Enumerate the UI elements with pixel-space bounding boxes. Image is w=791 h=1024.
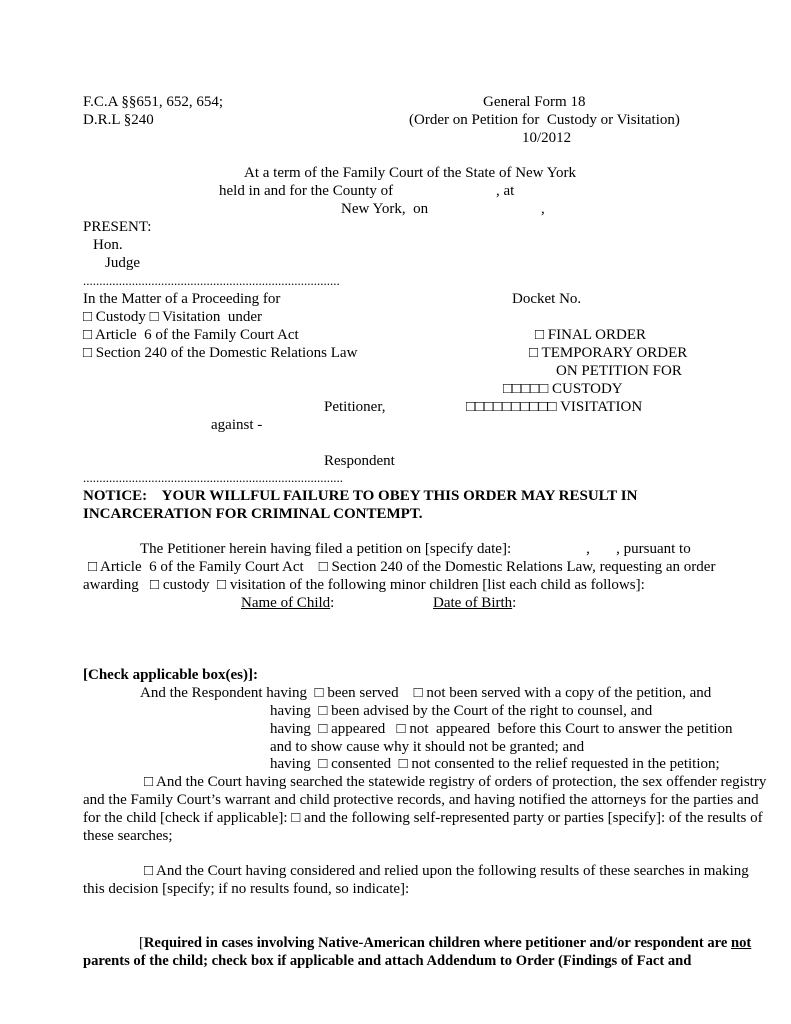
court-term-line: At a term of the Family Court of the State of New York — [244, 165, 577, 181]
date-comma: , — [541, 201, 545, 217]
docket-label: Docket No. — [512, 291, 582, 307]
matter-title: In the Matter of a Proceeding for — [83, 291, 281, 307]
form-date: 10/2012 — [522, 130, 572, 146]
caption-divider-bottom: ................................................................................ — [83, 470, 343, 485]
against-label: against - — [211, 417, 263, 433]
custody-visitation-checkboxes[interactable]: □ Custody □ Visitation under — [83, 309, 263, 325]
present-label: PRESENT: — [83, 219, 152, 235]
date-on-label: New York, on — [341, 201, 429, 217]
form-description: (Order on Petition for Custody or Visitation) — [409, 112, 680, 128]
judge-label: Judge — [105, 255, 140, 271]
visitation-checkbox[interactable]: □□□□□□□□□□ VISITATION — [466, 399, 643, 415]
name-of-child-header: Name of Child: — [241, 595, 335, 611]
petition-line-1: The Petitioner herein having filed a petition on [specify date]: , , pursuant to — [140, 541, 691, 557]
respondent-appeared-line[interactable]: having □ appeared □ not appeared before this Court to answer the petition — [270, 721, 733, 737]
section-240-checkbox[interactable]: □ Section 240 of the Domestic Relations Law — [83, 345, 358, 361]
show-cause-line: and to show cause why it should not be granted; and — [270, 739, 585, 755]
county-at-label: , at — [496, 183, 515, 199]
petitioner-label: Petitioner, — [324, 399, 386, 415]
statute-citation-fca: F.C.A §§651, 652, 654; — [83, 94, 224, 110]
native-american-notice: [Required in cases involving Native-American children where petitioner and/or respondent are not parents of the child; check box if applicable and attach Addendum to Order (Findings of Fact and — [83, 935, 752, 969]
on-petition-label: ON PETITION FOR — [556, 363, 682, 379]
custody-checkbox[interactable]: □□□□□ CUSTODY — [503, 381, 623, 397]
caption-divider: ............................................................................... — [83, 273, 340, 288]
temporary-order-checkbox[interactable]: □ TEMPORARY ORDER — [529, 345, 688, 361]
final-order-checkbox[interactable]: □ FINAL ORDER — [535, 327, 647, 343]
form-name: General Form 18 — [483, 94, 586, 110]
search-results-paragraph[interactable]: □ And the Court having considered and relied upon the following results of these searches in making this decision [specify; if no results found, so indicate]: — [83, 863, 749, 897]
article-6-checkbox[interactable]: □ Article 6 of the Family Court Act — [83, 327, 299, 343]
registry-search-paragraph[interactable]: □ And the Court having searched the statewide registry of orders of protection, the sex offender registry and the Family Court’s warrant and child protective records, and having notified the attorneys for the parties and for the child [check if applicable]: □ and the following self-represented party or parties [specify]: of the results of these searches; — [83, 774, 767, 844]
check-applicable-heading: [Check applicable box(es)]: — [83, 667, 258, 683]
date-of-birth-header: Date of Birth: — [433, 595, 517, 611]
respondent-consented-line[interactable]: having □ consented □ not consented to the relief requested in the petition; — [270, 756, 720, 772]
notice-line-1: NOTICE: YOUR WILLFUL FAILURE TO OBEY THIS ORDER MAY RESULT IN — [83, 488, 638, 504]
respondent-served-line[interactable]: And the Respondent having □ been served □ not been served with a copy of the petition, and — [140, 685, 712, 701]
petition-line-3: awarding □ custody □ visitation of the following minor children [list each child as follows]: — [83, 577, 645, 593]
respondent-advised-line[interactable]: having □ been advised by the Court of the right to counsel, and — [270, 703, 653, 719]
county-label: held in and for the County of — [219, 183, 394, 199]
respondent-label: Respondent — [324, 453, 395, 469]
petition-line-2: □ Article 6 of the Family Court Act □ Section 240 of the Domestic Relations Law, requesting an order — [88, 559, 716, 575]
notice-line-2: INCARCERATION FOR CRIMINAL CONTEMPT. — [83, 506, 423, 522]
statute-citation-drl: D.R.L §240 — [83, 112, 154, 128]
hon-label: Hon. — [93, 237, 123, 253]
